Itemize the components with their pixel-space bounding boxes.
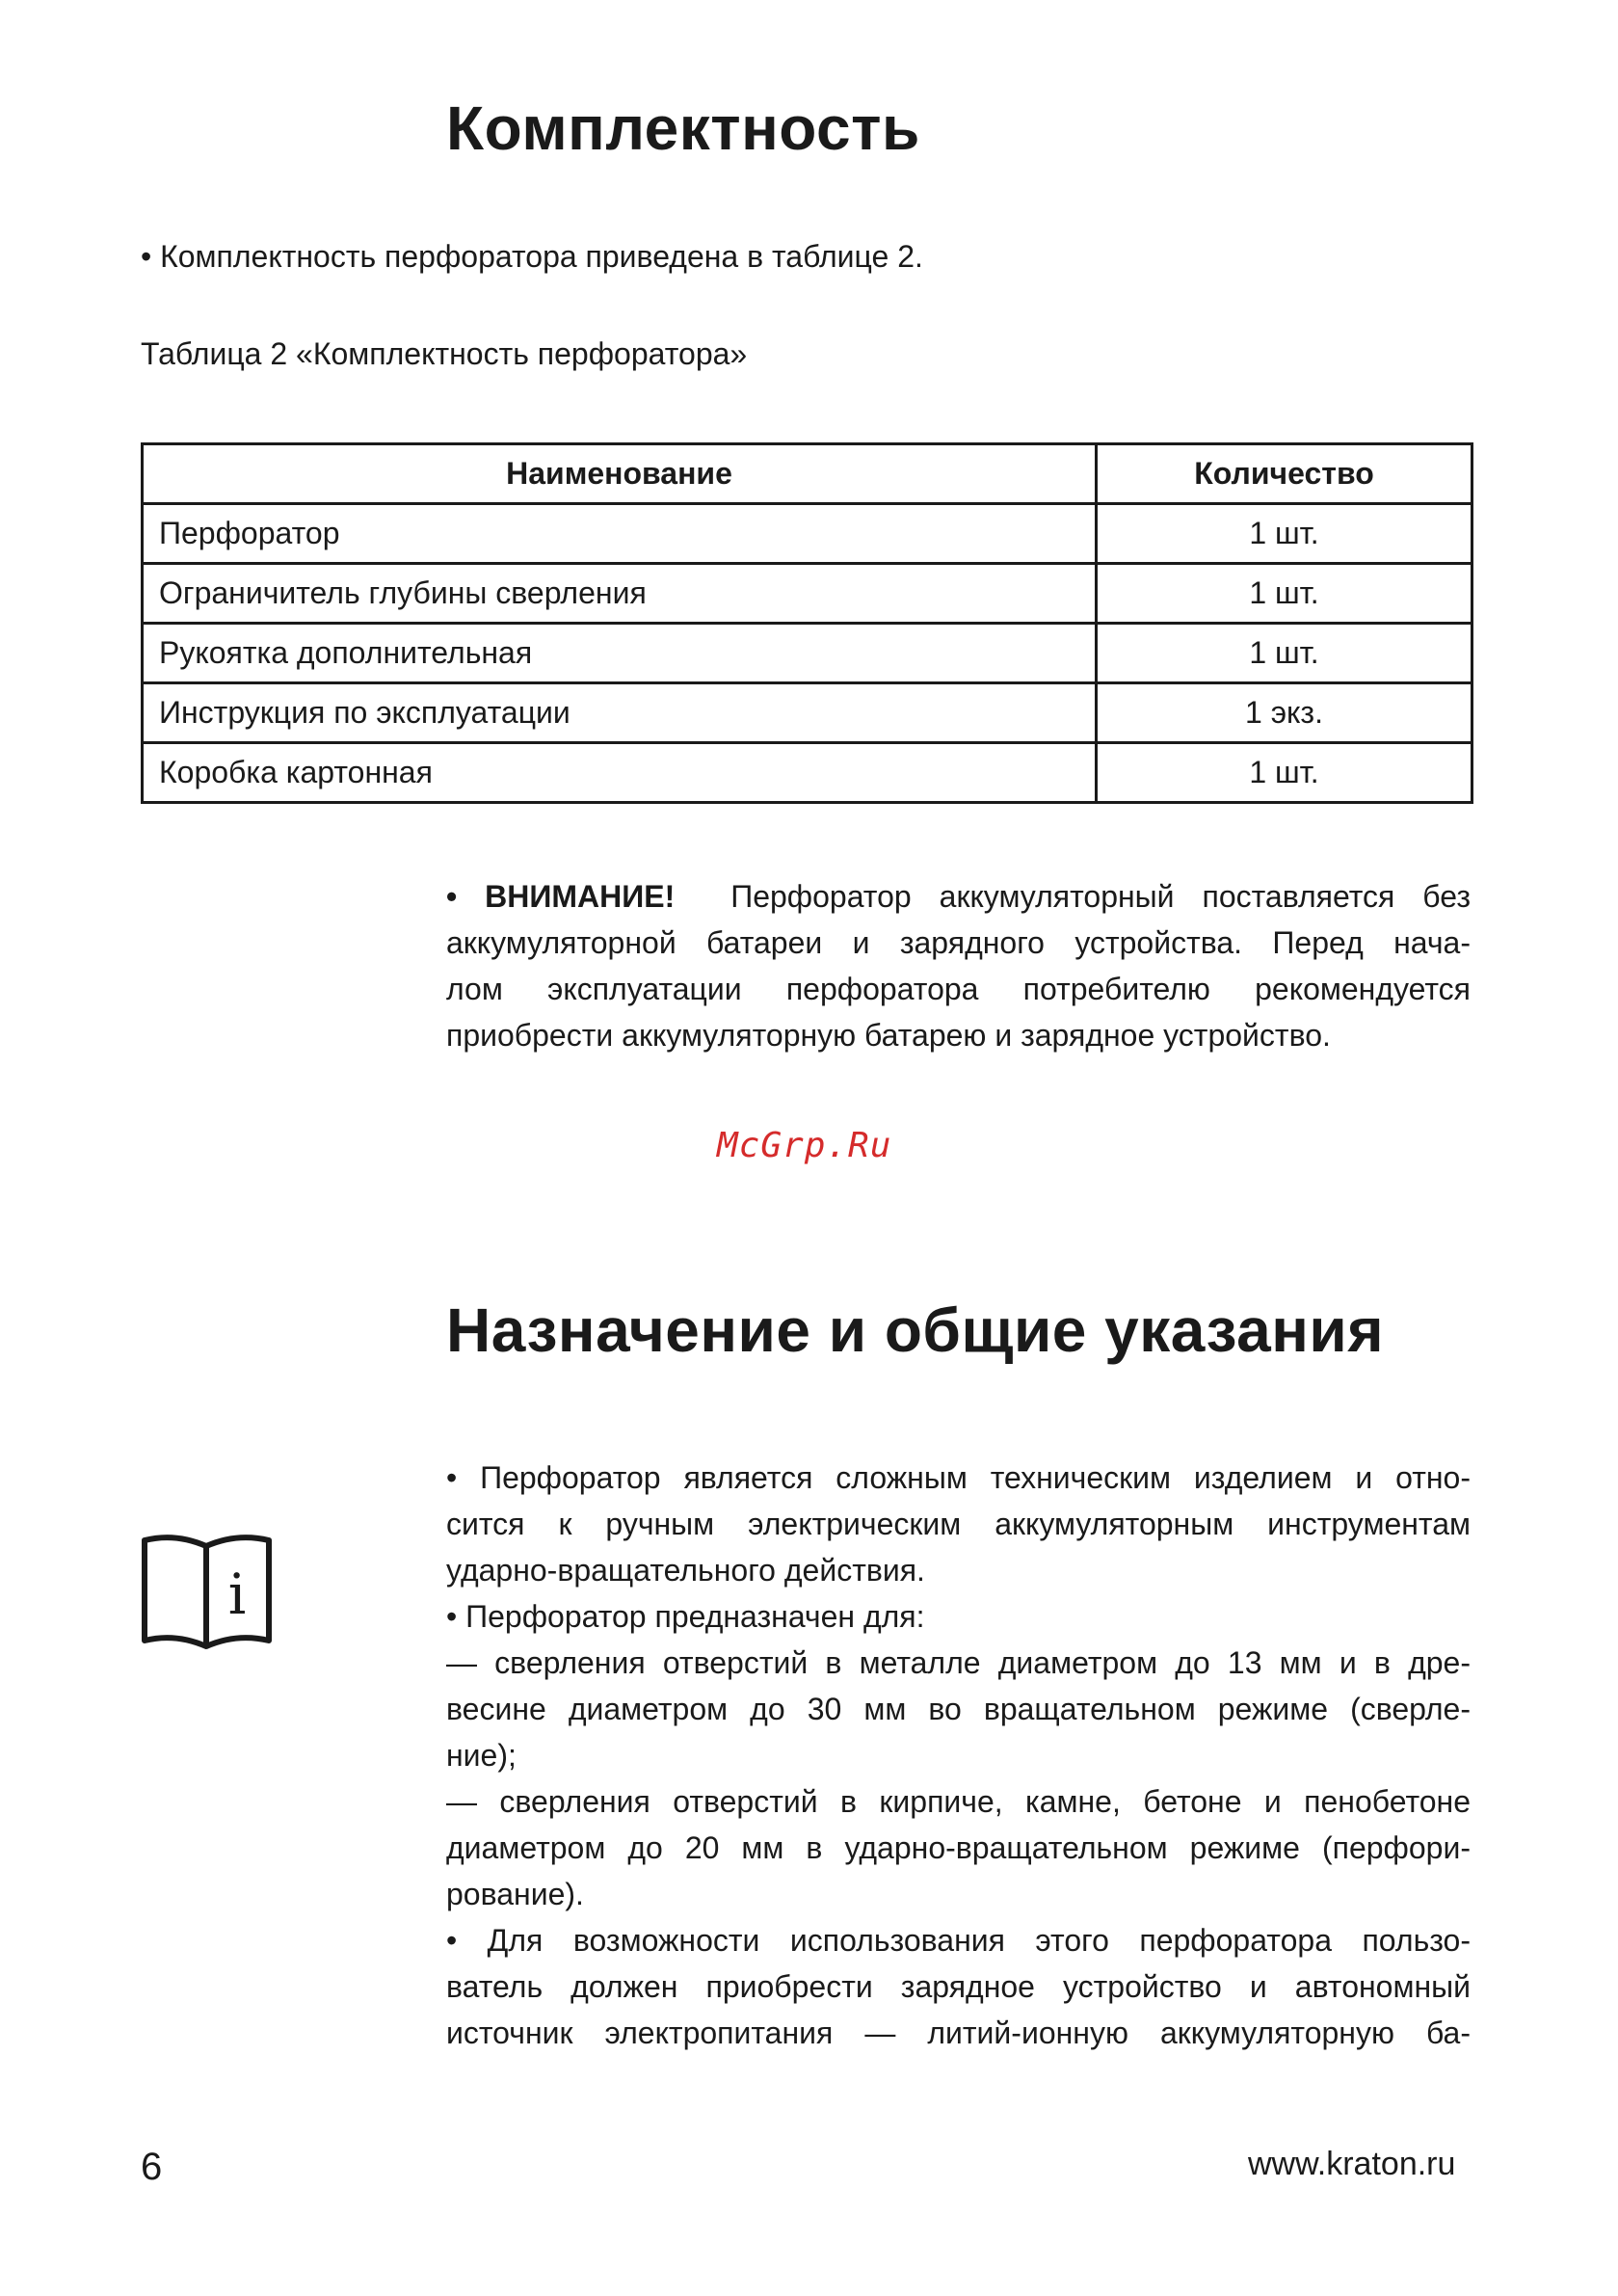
purpose-line: сится к ручным электрическим аккумуляторным инструментам <box>446 1507 1471 1541</box>
website-link[interactable]: www.kraton.ru <box>1248 2146 1456 2182</box>
row-quantity: 1 экз. <box>1097 683 1472 743</box>
row-name: Перфоратор <box>143 504 1097 564</box>
row-quantity: 1 шт. <box>1097 624 1472 683</box>
purpose-line: рование). <box>446 1877 584 1911</box>
warning-label: • ВНИМАНИЕ! <box>446 879 676 914</box>
row-name: Ограничитель глубины сверления <box>143 564 1097 624</box>
table-row <box>143 743 1472 803</box>
table-caption: Таблица 2 «Комплектность перфоратора» <box>141 336 748 371</box>
purpose-line: весине диаметром до 30 мм во вращательном режиме (сверле- <box>446 1692 1471 1726</box>
warning-line: Перфоратор аккумуляторный поставляется без <box>730 879 1472 914</box>
equipment-table <box>141 442 1473 804</box>
row-name: Коробка картонная <box>143 743 1097 803</box>
table-row <box>143 504 1472 564</box>
section-title-naznachenie: Назначение и общие указания <box>446 1295 1385 1365</box>
info-glyph: i <box>227 1562 247 1627</box>
table-header-row <box>143 444 1472 504</box>
purpose-line: диаметром до 20 мм в ударно-вращательном режиме (перфори- <box>446 1830 1471 1865</box>
purpose-line: • Перфоратор предназначен для: <box>446 1599 925 1634</box>
warning-line: лом эксплуатации перфоратора потребителю рекомендуется <box>446 972 1471 1006</box>
purpose-line: — сверления отверстий в кирпиче, камне, бетоне и пенобетоне <box>446 1784 1471 1819</box>
table-row <box>143 564 1472 624</box>
purpose-line: • Для возможности использования этого перфоратора пользо- <box>446 1923 1471 1958</box>
row-quantity: 1 шт. <box>1097 504 1472 564</box>
warning-line: аккумуляторной батареи и зарядного устройства. Перед нача- <box>446 925 1471 960</box>
row-quantity: 1 шт. <box>1097 743 1472 803</box>
info-book-icon <box>141 1533 274 1652</box>
purpose-line: • Перфоратор является сложным техническим изделием и отно- <box>446 1460 1471 1495</box>
page-number: 6 <box>141 2146 163 2188</box>
purpose-line: ние); <box>446 1738 517 1773</box>
purpose-line: ватель должен приобрести зарядное устройство и автономный <box>446 1969 1471 2004</box>
purpose-paragraph <box>446 1455 1471 2056</box>
row-name: Рукоятка дополнительная <box>143 624 1097 683</box>
section-title-komplektnost: Комплектность <box>446 93 920 163</box>
purpose-line: источник электропитания — литий-ионную аккумуляторную ба- <box>446 2016 1471 2050</box>
header-quantity: Количество <box>1097 444 1472 504</box>
purpose-line: — сверления отверстий в металле диаметром до 13 мм и в дре- <box>446 1645 1471 1680</box>
warning-line: приобрести аккумуляторную батарею и зарядное устройство. <box>446 1018 1331 1053</box>
watermark: McGrp.Ru <box>717 1126 892 1165</box>
row-name: Инструкция по эксплуатации <box>143 683 1097 743</box>
row-quantity: 1 шт. <box>1097 564 1472 624</box>
table-row <box>143 683 1472 743</box>
table-row <box>143 624 1472 683</box>
header-name: Наименование <box>143 444 1097 504</box>
purpose-line: ударно-вращательного действия. <box>446 1553 925 1588</box>
intro-text: • Комплектность перфоратора приведена в таблице 2. <box>141 239 923 274</box>
warning-paragraph <box>446 873 1471 1058</box>
